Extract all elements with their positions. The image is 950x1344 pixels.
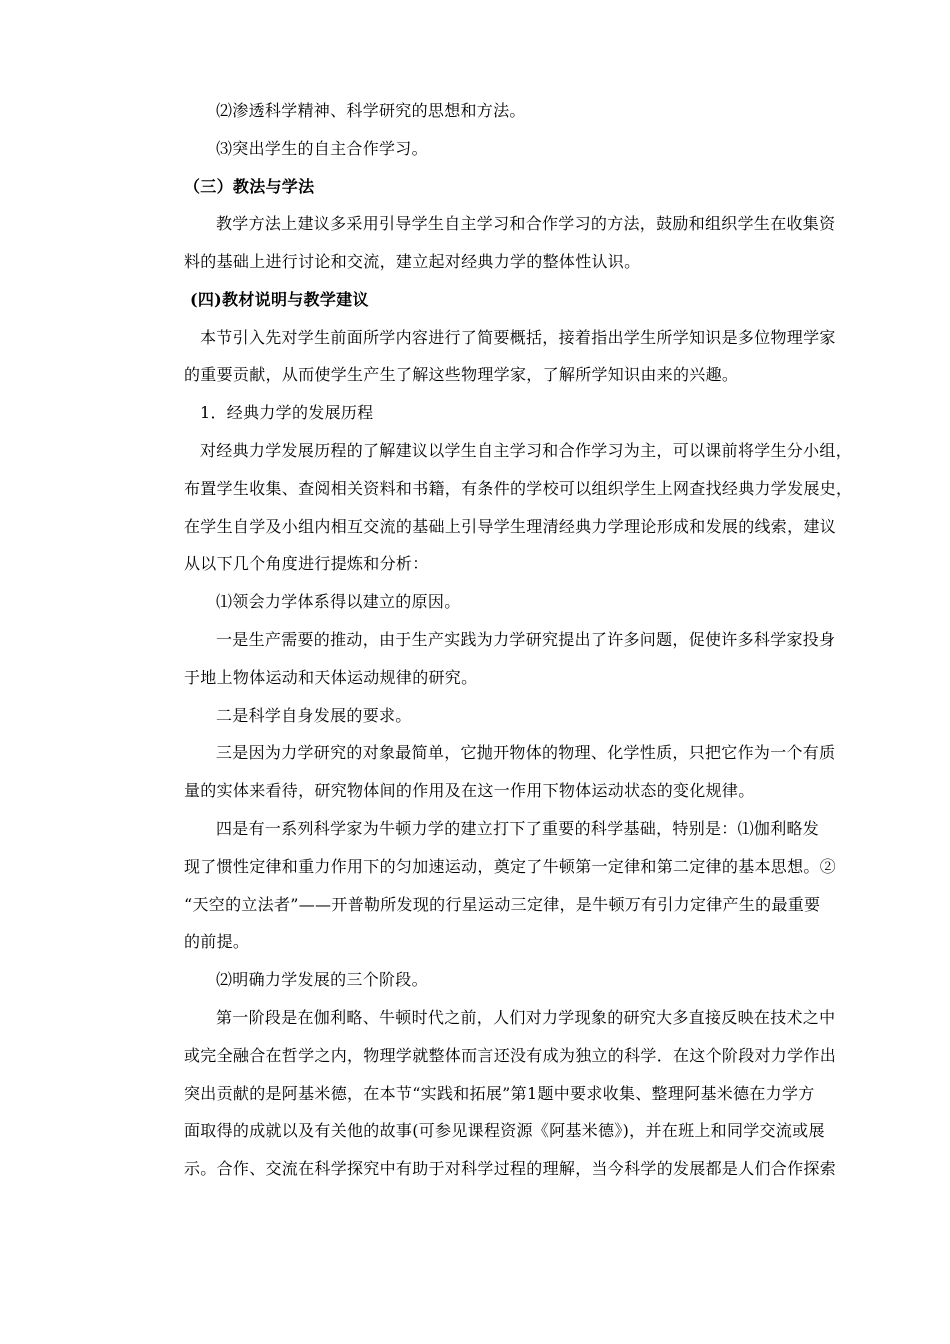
text-line: 现了惯性定律和重力作用下的匀加速运动，奠定了牛顿第一定律和第二定律的基本思想。② [184,857,837,876]
text-line: 从以下几个角度进行提炼和分析： [184,554,429,573]
section-heading: (四)教材说明与教学建议 [190,290,369,309]
text-line: 示。合作、交流在科学探究中有助于对科学过程的理解，当今科学的发展都是人们合作探索 [184,1159,837,1178]
section-heading: （三）教法与学法 [184,177,315,196]
subheading: 1．经典力学的发展历程 [200,403,374,422]
text-line: 或完全融合在哲学之内，物理学就整体而言还没有成为独立的科学．在这个阶段对力学作出 [184,1046,837,1065]
text-line: 本节引入先对学生前面所学内容进行了简要概括，接着指出学生所学知识是多位物理学家 [200,328,836,347]
text-line: 二是科学自身发展的要求。 [216,706,412,725]
text-line: 面取得的成就以及有关他的故事(可参见课程资源《阿基米德》)，并在班上和同学交流或展 [184,1121,825,1140]
text-line: ⑵明确力学发展的三个阶段。 [216,970,428,989]
text-line: 于地上物体运动和天体运动规律的研究。 [184,668,478,687]
text-line: 教学方法上建议多采用引导学生自主学习和合作学习的方法，鼓励和组织学生在收集资 [216,214,836,233]
text-line: 对经典力学发展历程的了解建议以学生自主学习和合作学习为主，可以课前将学生分小组， [200,441,853,460]
text-line: 量的实体来看待，研究物体间的作用及在这一作用下物体运动状态的变化规律。 [184,781,755,800]
text-line: 布置学生收集、查阅相关资料和书籍，有条件的学校可以组织学生上网查找经典力学发展史， [184,479,853,498]
text-line: 一是生产需要的推动，由于生产实践为力学研究提出了许多问题，促使许多科学家投身 [216,630,836,649]
text-line: ⑶突出学生的自主合作学习。 [216,139,428,158]
text-line: “天空的立法者”——开普勒所发现的行星运动三定律，是牛顿万有引力定律产生的最重要 [184,895,821,914]
text-line: 在学生自学及小组内相互交流的基础上引导学生理清经典力学理论形成和发展的线索，建议 [184,517,837,536]
text-line: 四是有一系列科学家为牛顿力学的建立打下了重要的科学基础，特别是：⑴伽利略发 [216,819,820,838]
text-line: 料的基础上进行讨论和交流，建立起对经典力学的整体性认识。 [184,252,641,271]
text-line: 的前提。 [184,932,250,951]
text-line: ⑵渗透科学精神、科学研究的思想和方法。 [216,101,526,120]
text-line: ⑴领会力学体系得以建立的原因。 [216,592,461,611]
text-line: 第一阶段是在伽利略、牛顿时代之前，人们对力学现象的研究大多直接反映在技术之中 [216,1008,836,1027]
text-line: 突出贡献的是阿基米德，在本节“实践和拓展”第1题中要求收集、整理阿基米德在力学方 [184,1084,815,1103]
text-line: 的重要贡献，从而使学生产生了解这些物理学家，了解所学知识由来的兴趣。 [184,365,739,384]
text-line: 三是因为力学研究的对象最简单，它抛开物体的物理、化学性质，只把它作为一个有质 [216,743,836,762]
